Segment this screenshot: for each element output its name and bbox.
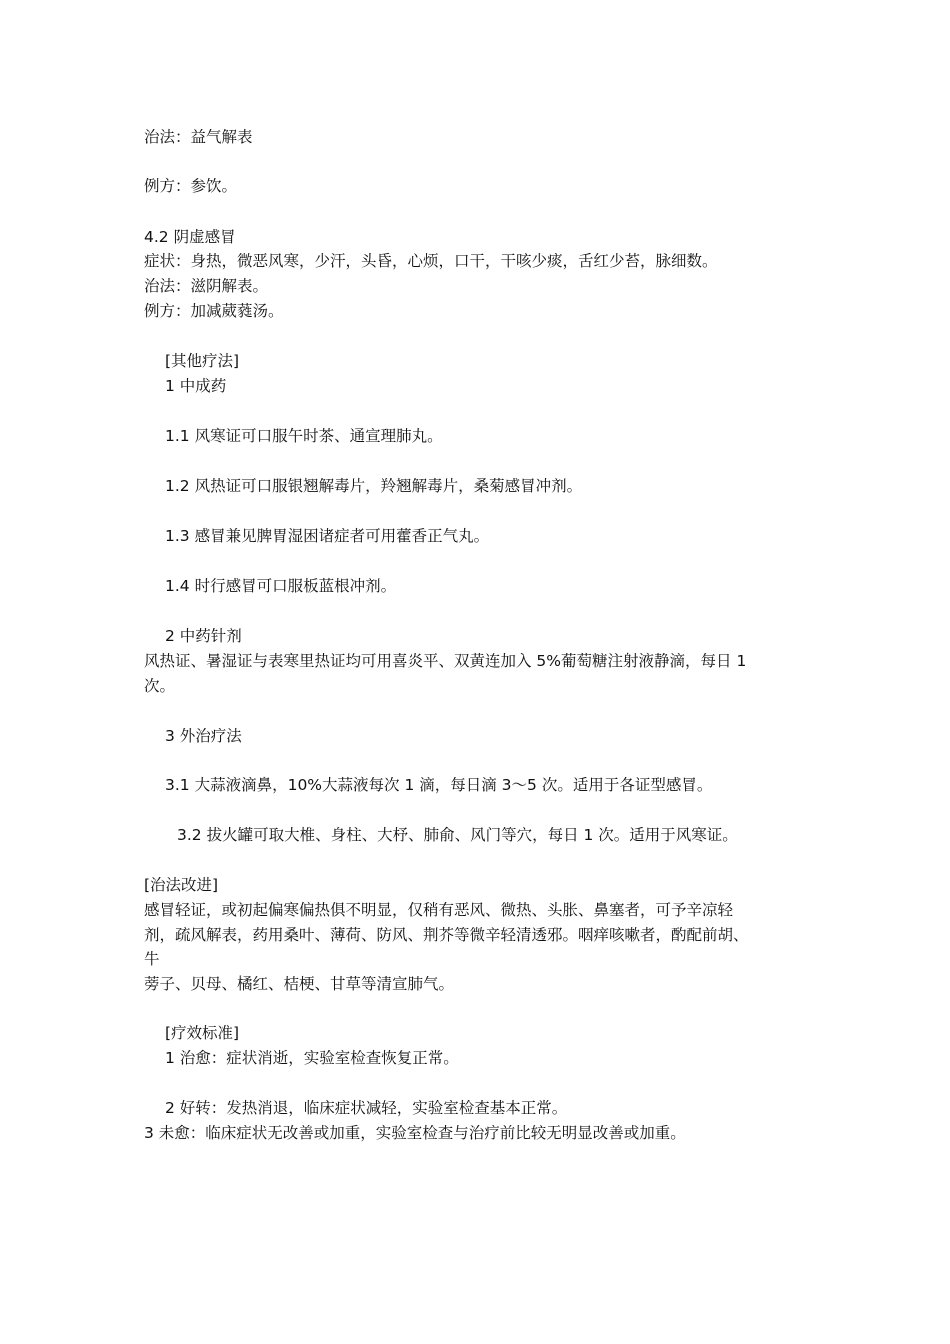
example-prescription-line: 例方：加减葳蕤汤。 (144, 302, 284, 320)
subsection-heading-external-therapy: 3 外治疗法 (165, 727, 242, 745)
treatment-method-line: 治法：益气解表 (144, 128, 253, 146)
section-heading-other-therapies: [其他疗法] (165, 352, 240, 370)
list-item: 1.3 感冒兼见脾胃湿困诸症者可用藿香正气丸。 (165, 527, 490, 545)
section-heading-efficacy-criteria: [疗效标准] (165, 1024, 240, 1042)
subsection-heading-injection: 2 中药针剂 (165, 627, 242, 645)
paragraph-line: 感冒轻证，或初起偏寒偏热俱不明显，仅稍有恶风、微热、头胀、鼻塞者，可予辛凉轻 (144, 901, 734, 919)
paragraph-line: 蒡子、贝母、橘红、桔梗、甘草等清宣肺气。 (144, 975, 455, 993)
paragraph-line: 风热证、暑湿证与表寒里热证均可用喜炎平、双黄连加入 5%葡萄糖注射液静滴，每日 1 (144, 652, 747, 670)
section-heading-yin-deficiency: 4.2 阴虚感冒 (144, 228, 236, 246)
symptoms-line: 症状：身热，微恶风寒，少汗，头昏，心烦，口干，干咳少痰，舌红少苔，脉细数。 (144, 252, 718, 270)
example-prescription-line: 例方：参饮。 (144, 177, 238, 195)
list-item: 1.2 风热证可口服银翘解毒片，羚翘解毒片，桑菊感冒冲剂。 (165, 477, 583, 495)
list-item: 2 好转：发热消退，临床症状减轻，实验室检查基本正常。 (165, 1099, 568, 1117)
paragraph-line: 牛 (144, 950, 160, 968)
list-item: 3 未愈：临床症状无改善或加重，实验室检查与治疗前比较无明显改善或加重。 (144, 1124, 686, 1142)
paragraph-line: 剂，疏风解表，药用桑叶、薄荷、防风、荆芥等微辛轻清透邪。咽痒咳嗽者，酌配前胡、 (144, 926, 749, 944)
treatment-method-line: 治法：滋阴解表。 (144, 277, 269, 295)
subsection-heading-patent-medicine: 1 中成药 (165, 377, 227, 395)
paragraph-line: 次。 (144, 677, 176, 695)
list-item: 3.1 大蒜液滴鼻，10%大蒜液每次 1 滴，每日滴 3～5 次。适用于各证型感冒。 (165, 776, 713, 794)
list-item: 1.1 风寒证可口服午时茶、通宣理肺丸。 (165, 427, 443, 445)
list-item: 1.4 时行感冒可口服板蓝根冲剂。 (165, 577, 397, 595)
list-item: 3.2 拔火罐可取大椎、身柱、大杼、肺俞、风门等穴，每日 1 次。适用于风寒证。 (177, 826, 738, 844)
list-item: 1 治愈：症状消逝，实验室检查恢复正常。 (165, 1049, 459, 1067)
section-heading-treatment-improvement: [治法改进] (144, 876, 219, 894)
